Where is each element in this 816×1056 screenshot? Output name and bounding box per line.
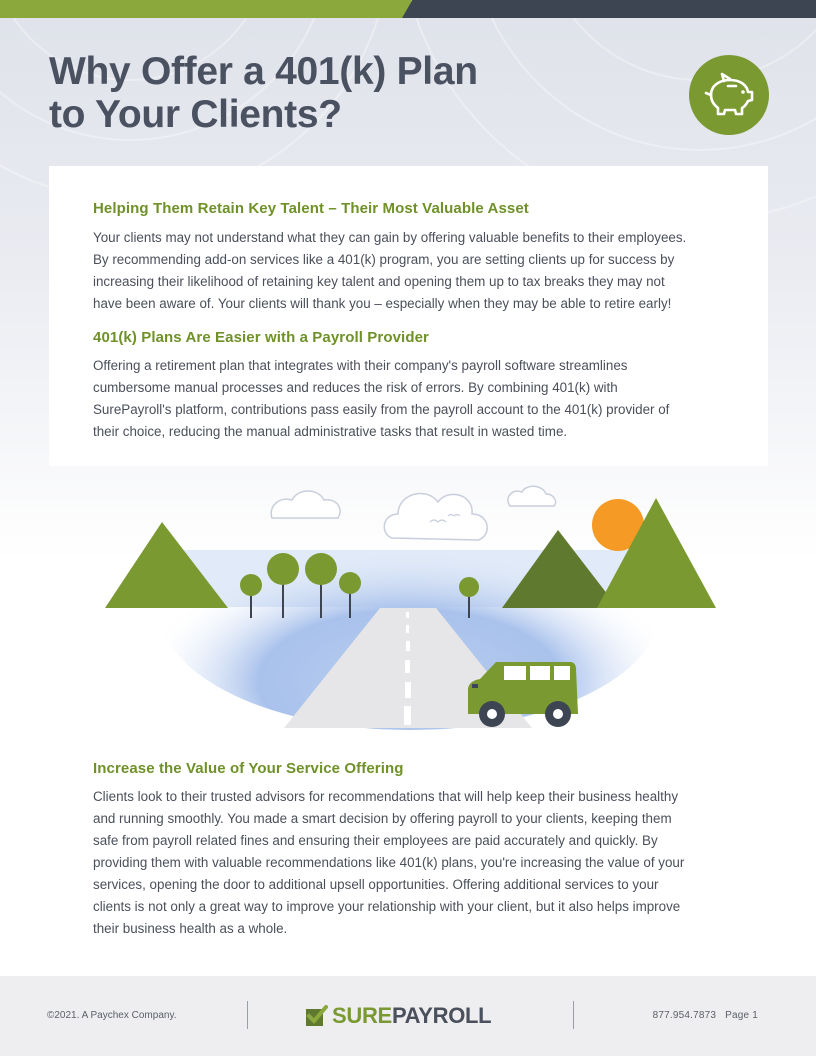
logo-payroll: PAYROLL	[391, 1003, 492, 1028]
body-line: SurePayroll's platform, contributions pass easily from the payroll account to the 401(k) provider of	[93, 402, 670, 417]
body-line: services, opening the door to additional upsell opportunities. Offering additional services to your	[93, 877, 659, 892]
body-line: and running smoothly. You made a smart decision by offering payroll to your clients, keeping them	[93, 811, 672, 826]
section-body-retain-talent	[93, 227, 725, 315]
section-heading-retain-talent: Helping Them Retain Key Talent – Their Most Valuable Asset	[93, 200, 529, 217]
body-line: By recommending add-on services like a 401(k) program, you are setting clients up for success by	[93, 252, 675, 267]
body-line: Clients look to their trusted advisors for recommendations that will help keep their business healthy	[93, 789, 679, 804]
top-accent-bar-green	[0, 0, 412, 18]
piggy-bank-icon	[689, 55, 769, 135]
footer-phone: 877.954.7873	[652, 1010, 717, 1021]
footer-page-number: Page 1	[725, 1010, 758, 1021]
checkmark-icon	[306, 1005, 328, 1027]
body-line: their choice, reducing the manual administrative tasks that result in wasted time.	[93, 424, 568, 439]
footer-divider	[247, 1001, 248, 1029]
piggy-bank-badge	[689, 55, 769, 135]
section-body-service-offering	[93, 786, 725, 940]
section-body-payroll-provider	[93, 355, 725, 443]
footer-contact	[653, 1010, 758, 1021]
surepayroll-logo	[306, 1004, 516, 1028]
body-line: providing them with valuable recommendations like 401(k) plans, you're increasing the value of your	[93, 855, 685, 870]
body-line: cumbersome manual processes and reduces the risk of errors. By combining 401(k) with	[93, 380, 618, 395]
cloud-left	[271, 491, 340, 518]
cloud-right	[508, 486, 556, 506]
road-trip-illustration	[100, 470, 720, 735]
section-heading-service-offering: Increase the Value of Your Service Offering	[93, 760, 404, 777]
top-accent-bar-dark	[402, 0, 816, 18]
body-line: safe from payroll related fines and ensuring their employees are paid accurately and quickly. By	[93, 833, 658, 848]
logo-sure: SURE	[332, 1003, 392, 1028]
title-line-2: to Your Clients?	[49, 93, 342, 136]
body-line: have been aware of. Your clients will thank you – especially when they may be able to retire early!	[93, 296, 672, 311]
footer-divider	[573, 1001, 574, 1029]
body-line: clients is not only a great way to improve your relationship with your client, but it also helps improve	[93, 899, 681, 914]
body-line: Your clients may not understand what they can gain by offering valuable benefits to their employees.	[93, 230, 687, 245]
section-heading-payroll-provider: 401(k) Plans Are Easier with a Payroll Provider	[93, 329, 429, 346]
page-title	[49, 50, 609, 136]
footer-copyright: ©2021. A Paychex Company.	[47, 1010, 177, 1021]
body-line: increasing their likelihood of retaining key talent and opening them up to tax breaks they may not	[93, 274, 665, 289]
title-line-1: Why Offer a 401(k) Plan	[49, 50, 478, 93]
body-line: Offering a retirement plan that integrates with their company's payroll software streamlines	[93, 358, 628, 373]
body-line: their business health as a whole.	[93, 921, 288, 936]
